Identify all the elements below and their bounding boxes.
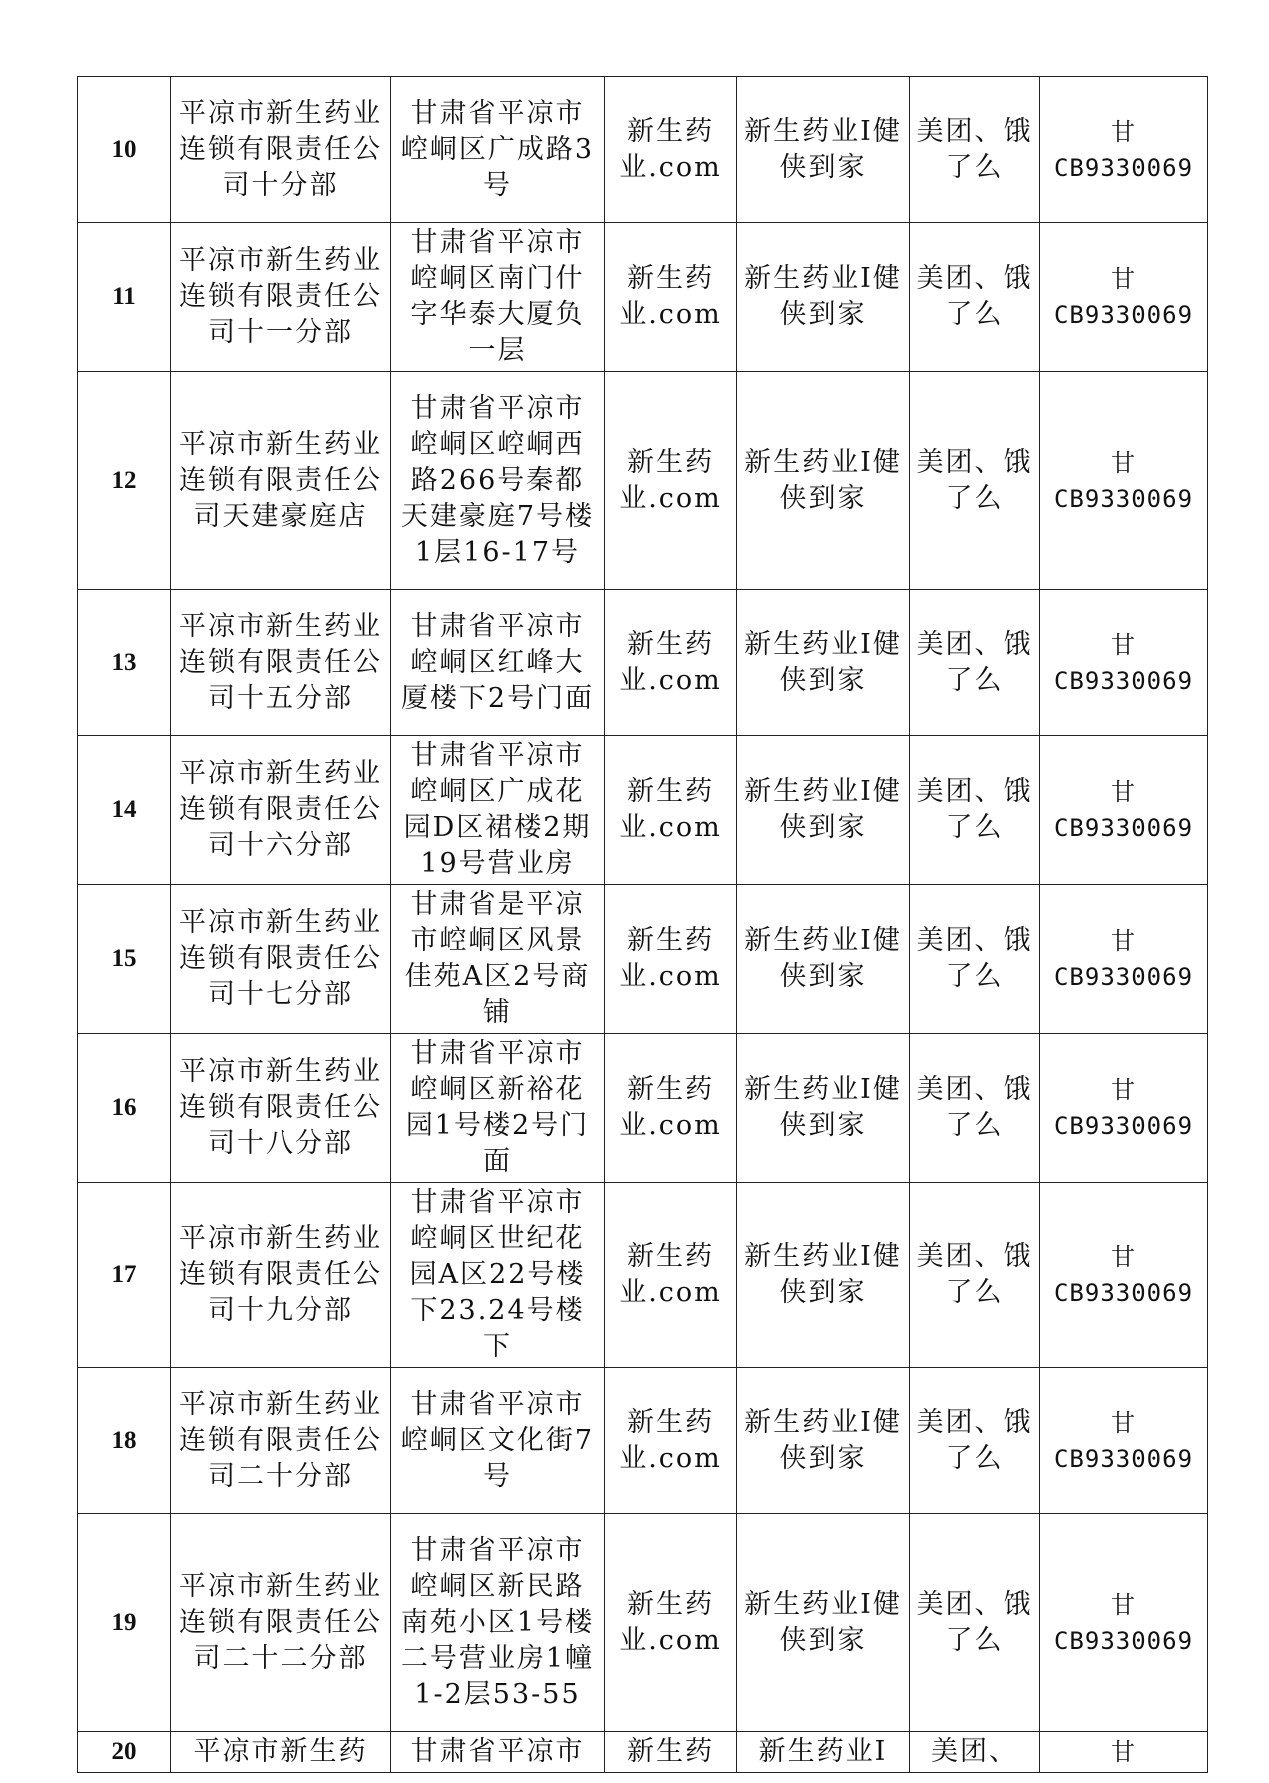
row-number: 20 bbox=[78, 1732, 171, 1773]
table-row bbox=[78, 1514, 1208, 1732]
app-name: 新生药业I健侠到家 bbox=[737, 1034, 910, 1183]
store-address: 甘肃省平凉市崆峒区南门什字华泰大厦负一层 bbox=[391, 223, 605, 372]
delivery-platforms: 美团、饿了么 bbox=[910, 736, 1040, 885]
app-name: 新生药业I健侠到家 bbox=[737, 372, 910, 590]
table-row bbox=[78, 1183, 1208, 1368]
store-address: 甘肃省平凉市崆峒区红峰大厦楼下2号门面 bbox=[391, 590, 605, 736]
brand-website: 新生药业.com bbox=[605, 372, 737, 590]
row-number: 19 bbox=[78, 1514, 171, 1732]
app-name: 新生药业I健侠到家 bbox=[737, 77, 910, 223]
license-number: 甘 CB9330069 bbox=[1040, 1183, 1208, 1368]
brand-website: 新生药业.com bbox=[605, 1183, 737, 1368]
table-row bbox=[78, 736, 1208, 885]
store-address: 甘肃省平凉市崆峒区广成路3号 bbox=[391, 77, 605, 223]
row-number: 10 bbox=[78, 77, 171, 223]
company-name: 平凉市新生药业连锁有限责任公司十八分部 bbox=[171, 1034, 391, 1183]
license-number: 甘 CB9330069 bbox=[1040, 1514, 1208, 1732]
app-name: 新生药业I健侠到家 bbox=[737, 223, 910, 372]
app-name: 新生药业I健侠到家 bbox=[737, 1368, 910, 1514]
license-number: 甘 CB9330069 bbox=[1040, 372, 1208, 590]
delivery-platforms: 美团、饿了么 bbox=[910, 223, 1040, 372]
brand-website: 新生药业.com bbox=[605, 1514, 737, 1732]
license-number: 甘 bbox=[1040, 1732, 1208, 1773]
company-name: 平凉市新生药业连锁有限责任公司二十二分部 bbox=[171, 1514, 391, 1732]
table-row bbox=[78, 590, 1208, 736]
delivery-platforms: 美团、饿了么 bbox=[910, 885, 1040, 1034]
delivery-platforms: 美团、饿了么 bbox=[910, 1183, 1040, 1368]
company-name: 平凉市新生药业连锁有限责任公司二十分部 bbox=[171, 1368, 391, 1514]
store-address: 甘肃省平凉市崆峒区世纪花园A区22号楼下23.24号楼下 bbox=[391, 1183, 605, 1368]
table-row bbox=[78, 885, 1208, 1034]
company-name: 平凉市新生药业连锁有限责任公司十六分部 bbox=[171, 736, 391, 885]
brand-website: 新生药 bbox=[605, 1732, 737, 1773]
table-row bbox=[78, 1368, 1208, 1514]
store-address: 甘肃省平凉市崆峒区崆峒西路266号秦都天建豪庭7号楼1层16-17号 bbox=[391, 372, 605, 590]
license-number: 甘 CB9330069 bbox=[1040, 590, 1208, 736]
delivery-platforms: 美团、饿了么 bbox=[910, 1368, 1040, 1514]
brand-website: 新生药业.com bbox=[605, 885, 737, 1034]
row-number: 15 bbox=[78, 885, 171, 1034]
delivery-platforms: 美团、 bbox=[910, 1732, 1040, 1773]
table-row bbox=[78, 77, 1208, 223]
company-name: 平凉市新生药业连锁有限责任公司十九分部 bbox=[171, 1183, 391, 1368]
store-address: 甘肃省平凉市崆峒区新裕花园1号楼2号门面 bbox=[391, 1034, 605, 1183]
company-name: 平凉市新生药业连锁有限责任公司十七分部 bbox=[171, 885, 391, 1034]
license-number: 甘 CB9330069 bbox=[1040, 1368, 1208, 1514]
brand-website: 新生药业.com bbox=[605, 223, 737, 372]
table-row bbox=[78, 1732, 1208, 1773]
store-address: 甘肃省平凉市崆峒区文化街7号 bbox=[391, 1368, 605, 1514]
brand-website: 新生药业.com bbox=[605, 1034, 737, 1183]
row-number: 17 bbox=[78, 1183, 171, 1368]
row-number: 13 bbox=[78, 590, 171, 736]
license-number: 甘 CB9330069 bbox=[1040, 1034, 1208, 1183]
row-number: 12 bbox=[78, 372, 171, 590]
table-row bbox=[78, 372, 1208, 590]
app-name: 新生药业I bbox=[737, 1732, 910, 1773]
company-name: 平凉市新生药 bbox=[171, 1732, 391, 1773]
table-row bbox=[78, 1034, 1208, 1183]
app-name: 新生药业I健侠到家 bbox=[737, 885, 910, 1034]
delivery-platforms: 美团、饿了么 bbox=[910, 372, 1040, 590]
company-name: 平凉市新生药业连锁有限责任公司天建豪庭店 bbox=[171, 372, 391, 590]
store-table bbox=[77, 76, 1208, 1773]
company-name: 平凉市新生药业连锁有限责任公司十一分部 bbox=[171, 223, 391, 372]
row-number: 16 bbox=[78, 1034, 171, 1183]
license-number: 甘 CB9330069 bbox=[1040, 77, 1208, 223]
license-number: 甘 CB9330069 bbox=[1040, 223, 1208, 372]
row-number: 18 bbox=[78, 1368, 171, 1514]
store-address: 甘肃省是平凉市崆峒区风景佳苑A区2号商铺 bbox=[391, 885, 605, 1034]
app-name: 新生药业I健侠到家 bbox=[737, 1514, 910, 1732]
store-address: 甘肃省平凉市崆峒区新民路南苑小区1号楼二号营业房1幢1-2层53-55 bbox=[391, 1514, 605, 1732]
store-address: 甘肃省平凉市 bbox=[391, 1732, 605, 1773]
delivery-platforms: 美团、饿了么 bbox=[910, 590, 1040, 736]
app-name: 新生药业I健侠到家 bbox=[737, 736, 910, 885]
brand-website: 新生药业.com bbox=[605, 736, 737, 885]
brand-website: 新生药业.com bbox=[605, 77, 737, 223]
brand-website: 新生药业.com bbox=[605, 590, 737, 736]
row-number: 14 bbox=[78, 736, 171, 885]
delivery-platforms: 美团、饿了么 bbox=[910, 1034, 1040, 1183]
table-row bbox=[78, 223, 1208, 372]
delivery-platforms: 美团、饿了么 bbox=[910, 1514, 1040, 1732]
app-name: 新生药业I健侠到家 bbox=[737, 1183, 910, 1368]
license-number: 甘 CB9330069 bbox=[1040, 736, 1208, 885]
row-number: 11 bbox=[78, 223, 171, 372]
brand-website: 新生药业.com bbox=[605, 1368, 737, 1514]
company-name: 平凉市新生药业连锁有限责任公司十五分部 bbox=[171, 590, 391, 736]
app-name: 新生药业I健侠到家 bbox=[737, 590, 910, 736]
license-number: 甘 CB9330069 bbox=[1040, 885, 1208, 1034]
store-address: 甘肃省平凉市崆峒区广成花园D区裙楼2期19号营业房 bbox=[391, 736, 605, 885]
delivery-platforms: 美团、饿了么 bbox=[910, 77, 1040, 223]
company-name: 平凉市新生药业连锁有限责任公司十分部 bbox=[171, 77, 391, 223]
